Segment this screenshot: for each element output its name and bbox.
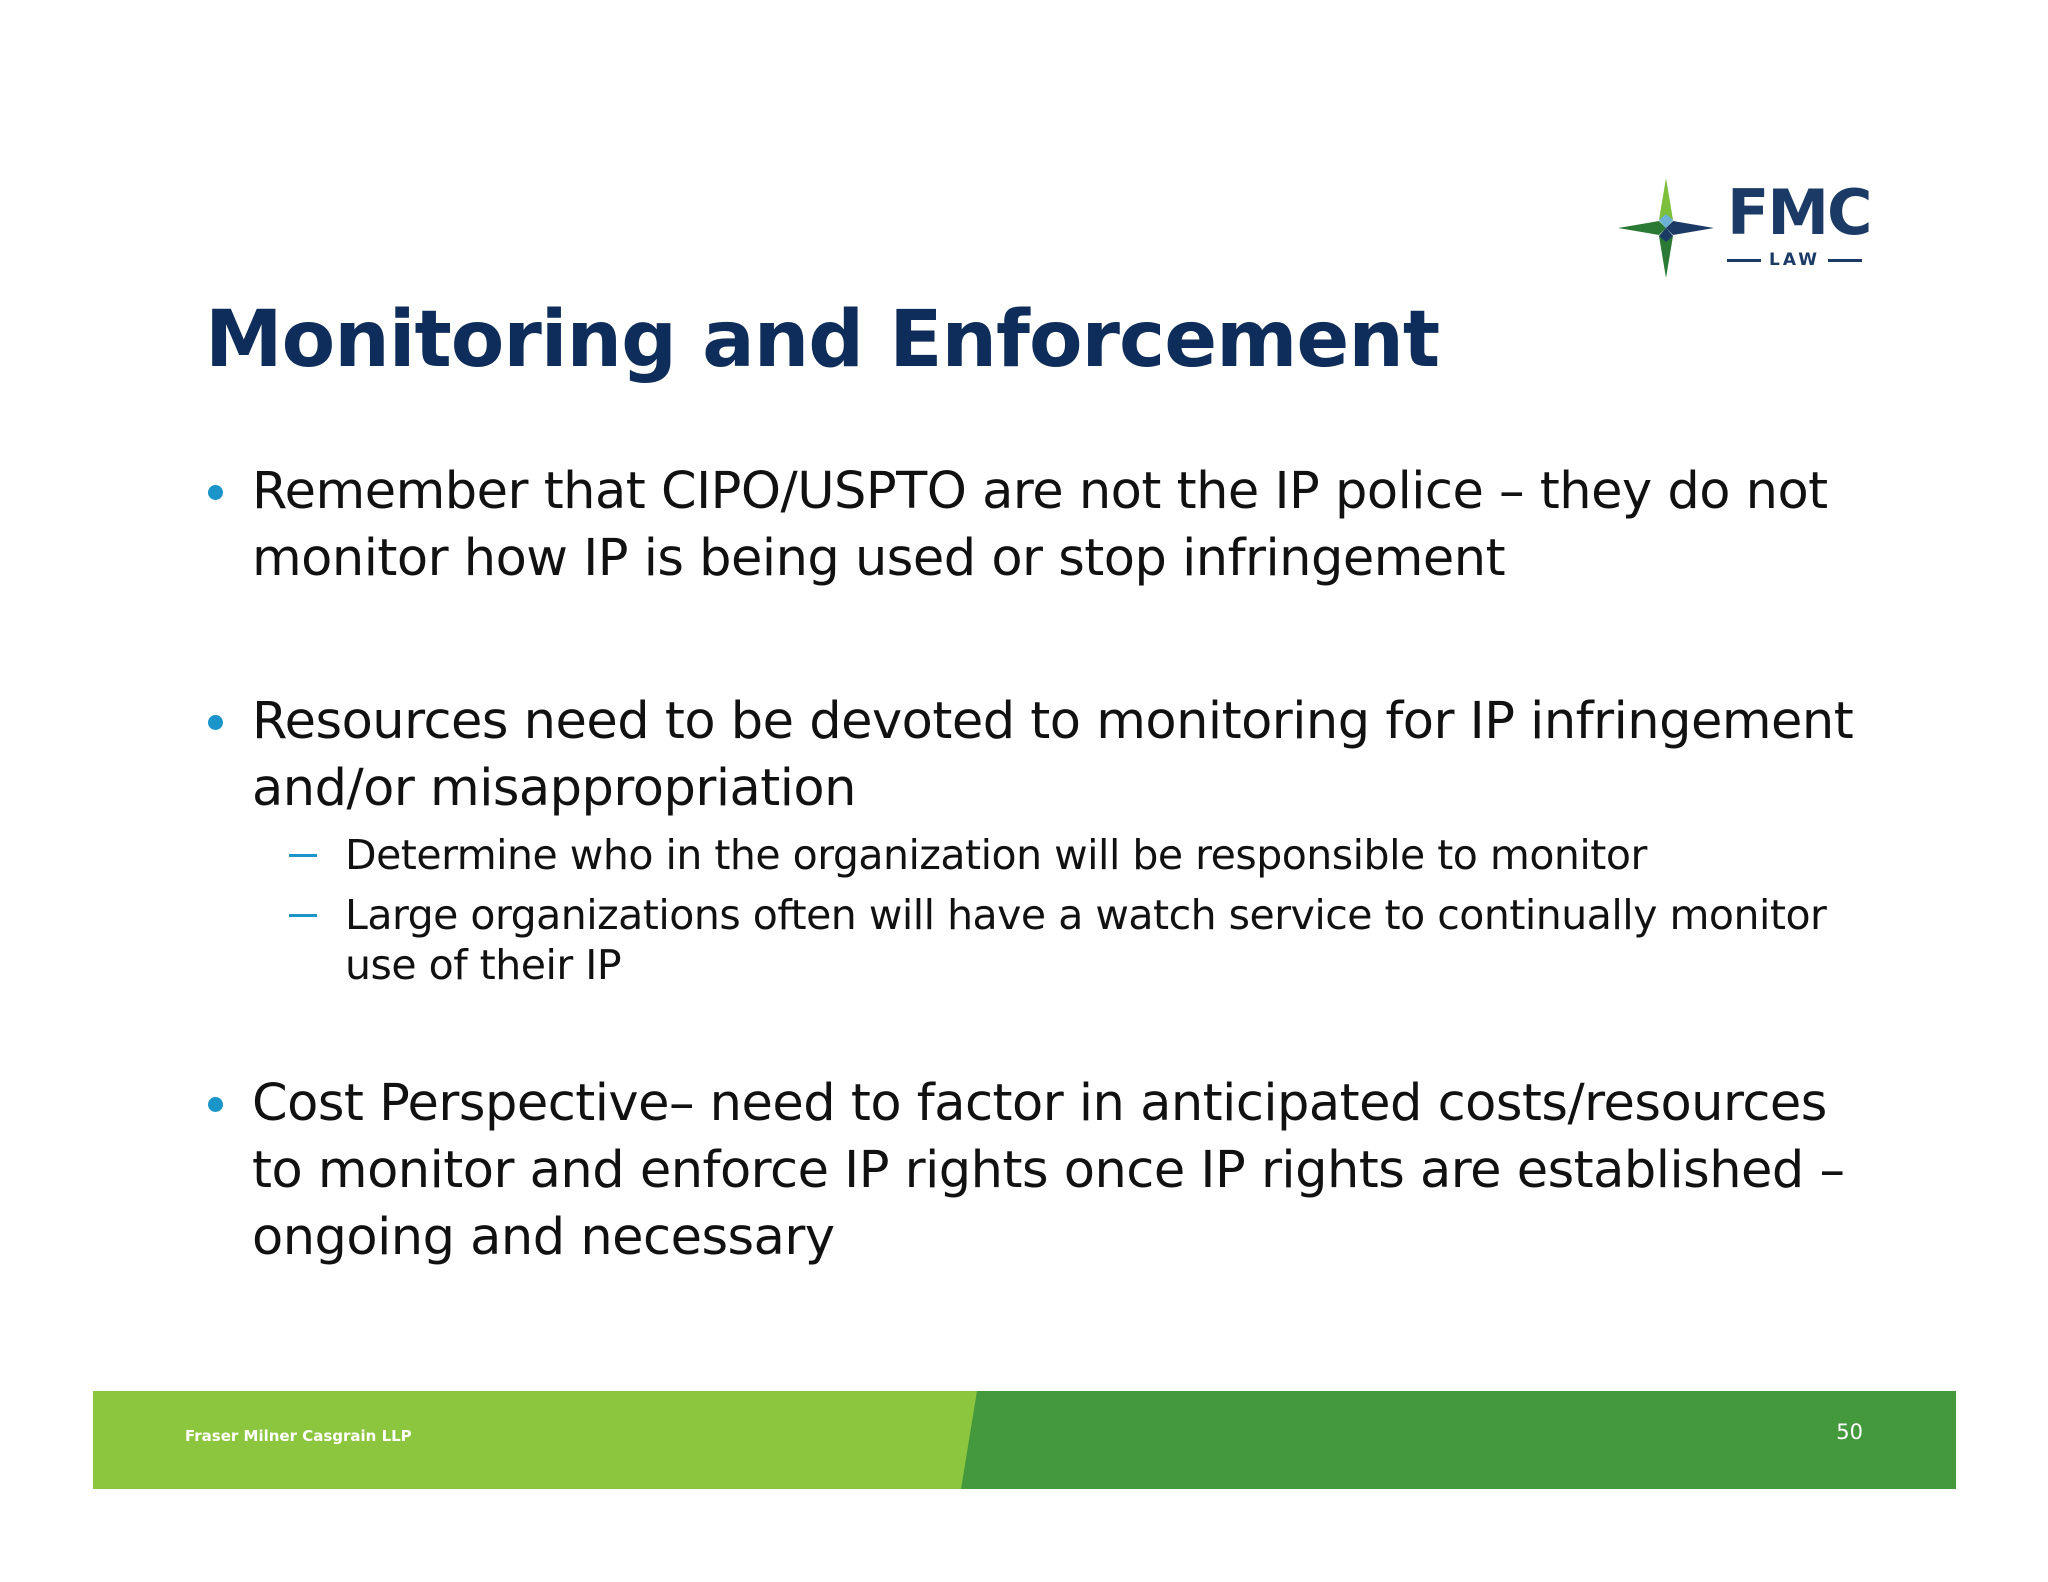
bullet-text: Cost Perspective– need to factor in anticipated costs/resources to monitor and enforce IP rights once IP rights are established – ongoing and necessary <box>252 1074 1845 1267</box>
logo-wordmark: FMC <box>1727 176 1871 249</box>
footer-bar <box>93 1391 1956 1489</box>
slide-content <box>205 458 1885 1271</box>
sub-bullet-dash <box>289 914 317 917</box>
sub-bullet-text: Determine who in the organization will be responsible to monitor <box>345 831 1647 879</box>
logo-subtitle <box>1727 249 1862 271</box>
bullet-dot <box>208 485 223 500</box>
logo-subtitle-text: LAW <box>1769 250 1820 270</box>
logo-rule-right <box>1828 259 1862 262</box>
sub-bullet-text: Large organizations often will have a watch service to continually monitor use of their IP <box>345 891 1827 989</box>
bullet-dot <box>208 715 223 730</box>
bullet-text: Resources need to be devoted to monitoring for IP infringement and/or misappropriation <box>252 692 1854 818</box>
logo-rule-left <box>1727 259 1761 262</box>
footer-company: Fraser Milner Casgrain LLP <box>185 1427 412 1445</box>
sub-bullet-dash <box>289 854 317 857</box>
bullet-text: Remember that CIPO/USPTO are not the IP police – they do not monitor how IP is being used or stop infringement <box>252 462 1828 588</box>
sub-bullet-item <box>205 830 1885 880</box>
fmc-law-logo <box>1616 176 1871 280</box>
slide-title: Monitoring and Enforcement <box>205 295 1440 385</box>
star-compass-icon <box>1616 176 1716 280</box>
bullet-item <box>205 458 1885 592</box>
page-number: 50 <box>1836 1420 1863 1444</box>
bullet-item <box>205 688 1885 822</box>
bullet-dot <box>208 1097 223 1112</box>
bullet-item <box>205 1070 1885 1271</box>
sub-bullet-item <box>205 890 1885 990</box>
